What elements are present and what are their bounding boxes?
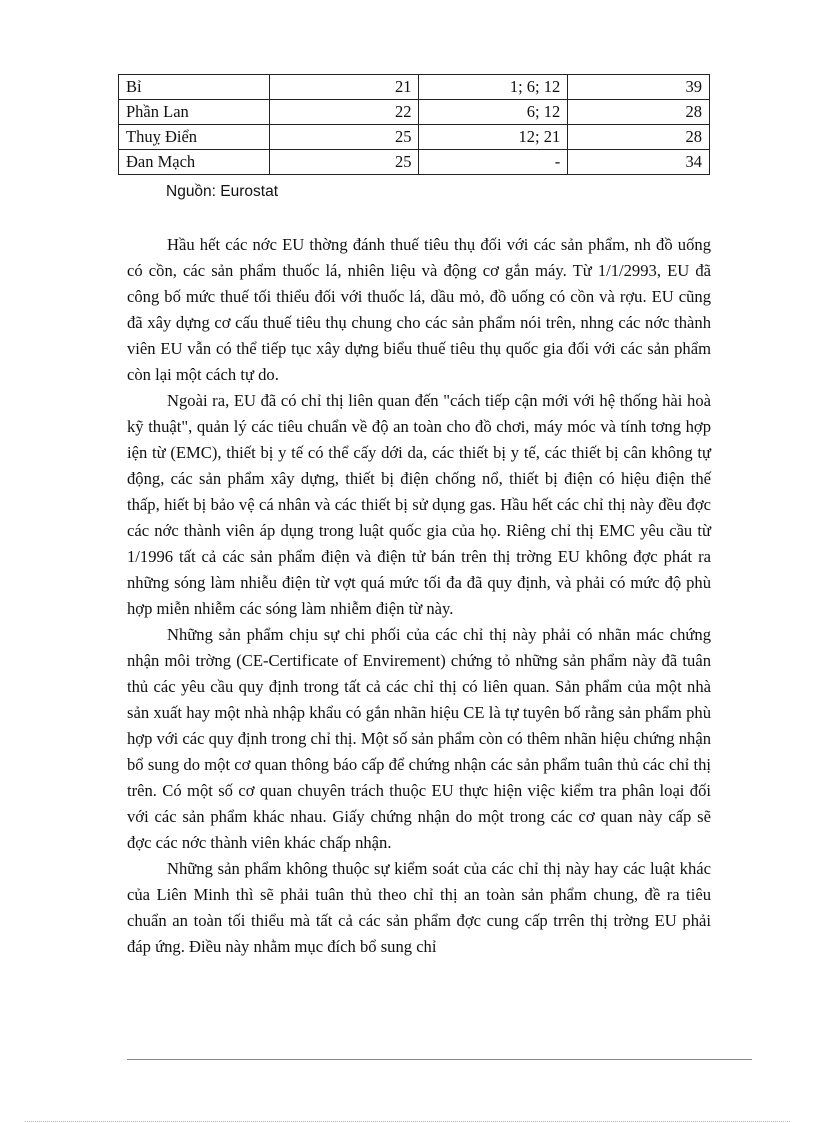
- table-row: [119, 100, 710, 125]
- value-cell: 28: [568, 125, 710, 150]
- value-cell: 1; 6; 12: [419, 75, 568, 100]
- body-text: [127, 232, 711, 960]
- footer-rule: [127, 1059, 752, 1060]
- value-cell: 28: [568, 100, 710, 125]
- paragraph: Hầu hết các nớc EU thờng đánh thuế tiêu thụ đối với các sản phẩm, nh đồ uống có cồn, các sản phẩm thuốc lá, nhiên liệu và động cơ gắn máy. Từ 1/1/2993, EU đã công bố mức thuế tối thiểu đối với thuốc lá, dầu mỏ, đồ uống có cồn và rợu. EU cũng đã xây dựng cơ cấu thuế tiêu thụ chung cho các sản phẩm nói trên, nhng các nớc thành viên EU vẫn có thể tiếp tục xây dựng biểu thuế tiêu thụ quốc gia đối với các sản phẩm còn lại một cách tự do.: [127, 235, 711, 384]
- country-cell: Đan Mạch: [119, 150, 270, 175]
- country-cell: Phần Lan: [119, 100, 270, 125]
- tax-table: [118, 74, 710, 175]
- table-row: [119, 75, 710, 100]
- table-source-note: Nguồn: Eurostat: [166, 183, 279, 200]
- value-cell: 39: [568, 75, 710, 100]
- page-bottom-dotted-line: [25, 1121, 790, 1122]
- value-cell: 25: [269, 125, 419, 150]
- value-cell: 34: [568, 150, 710, 175]
- paragraph: Ngoài ra, EU đã có chỉ thị liên quan đến "cách tiếp cận mới với hệ thống hài hoà kỹ thuật", quản lý các tiêu chuẩn về độ an toàn cho đồ chơi, máy móc và tính tơng hợp iện từ (EMC), thiết bị y tế có thể cấy dới da, các thiết bị y tế, các thiết bị cân không tự động, các sản phẩm xây dựng, thiết bị điện chống nổ, thiết bị điện có hiệu điện thế thấp, hiết bị bảo vệ cá nhân và các thiết bị sử dụng gas. Hầu hết các chỉ thị này đều đợc các nớc thành viên áp dụng trong luật quốc gia của họ. Riêng chỉ thị EMC yêu cầu từ 1/1996 tất cả các sản phẩm điện và điện tử bán trên thị trờng EU không đợc phát ra những sóng làm nhiễu điện từ vợt quá mức tối đa đã quy định, và phải có mức độ phù hợp miễn nhiễm các sóng làm nhiễm điện từ này.: [127, 391, 711, 618]
- paragraph: Những sản phẩm không thuộc sự kiểm soát của các chỉ thị này hay các luật khác của Liên Minh thì sẽ phải tuân thủ theo chỉ thị an toàn sản phẩm chung, đề ra tiêu chuẩn an toàn tối thiểu mà tất cả các sản phẩm đợc cung cấp trrên thị trờng EU phải đáp ứng. Điều này nhằm mục đích bổ sung chỉ: [127, 859, 711, 956]
- value-cell: 12; 21: [419, 125, 568, 150]
- value-cell: -: [419, 150, 568, 175]
- table-row: [119, 150, 710, 175]
- country-cell: Thuỵ Điển: [119, 125, 270, 150]
- country-cell: Bỉ: [119, 75, 270, 100]
- table-row: [119, 125, 710, 150]
- value-cell: 25: [269, 150, 419, 175]
- value-cell: 21: [269, 75, 419, 100]
- value-cell: 22: [269, 100, 419, 125]
- paragraph: Những sản phẩm chịu sự chi phối của các chỉ thị này phải có nhãn mác chứng nhận môi trờng (CE-Certificate of Envirement) chứng tỏ những sản phẩm này đã tuân thủ các yêu cầu quy định trong tất cả các chỉ thị có liên quan. Sản phẩm của một nhà sản xuất hay một nhà nhập khẩu có gắn nhãn hiệu CE là tự tuyên bố rằng sản phẩm phù hợp với các quy định trong chỉ thị. Một số sản phẩm còn có thêm nhãn hiệu chứng nhận bổ sung do một cơ quan thông báo cấp để chứng nhận các sản phẩm tuân thủ các chỉ thị trên. Có một số cơ quan chuyên trách thuộc EU thực hiện việc kiểm tra phân loại đối với các sản phẩm khác nhau. Giấy chứng nhận do một trong các cơ quan này cấp sẽ đợc các nớc thành viên khác chấp nhận.: [127, 625, 711, 852]
- value-cell: 6; 12: [419, 100, 568, 125]
